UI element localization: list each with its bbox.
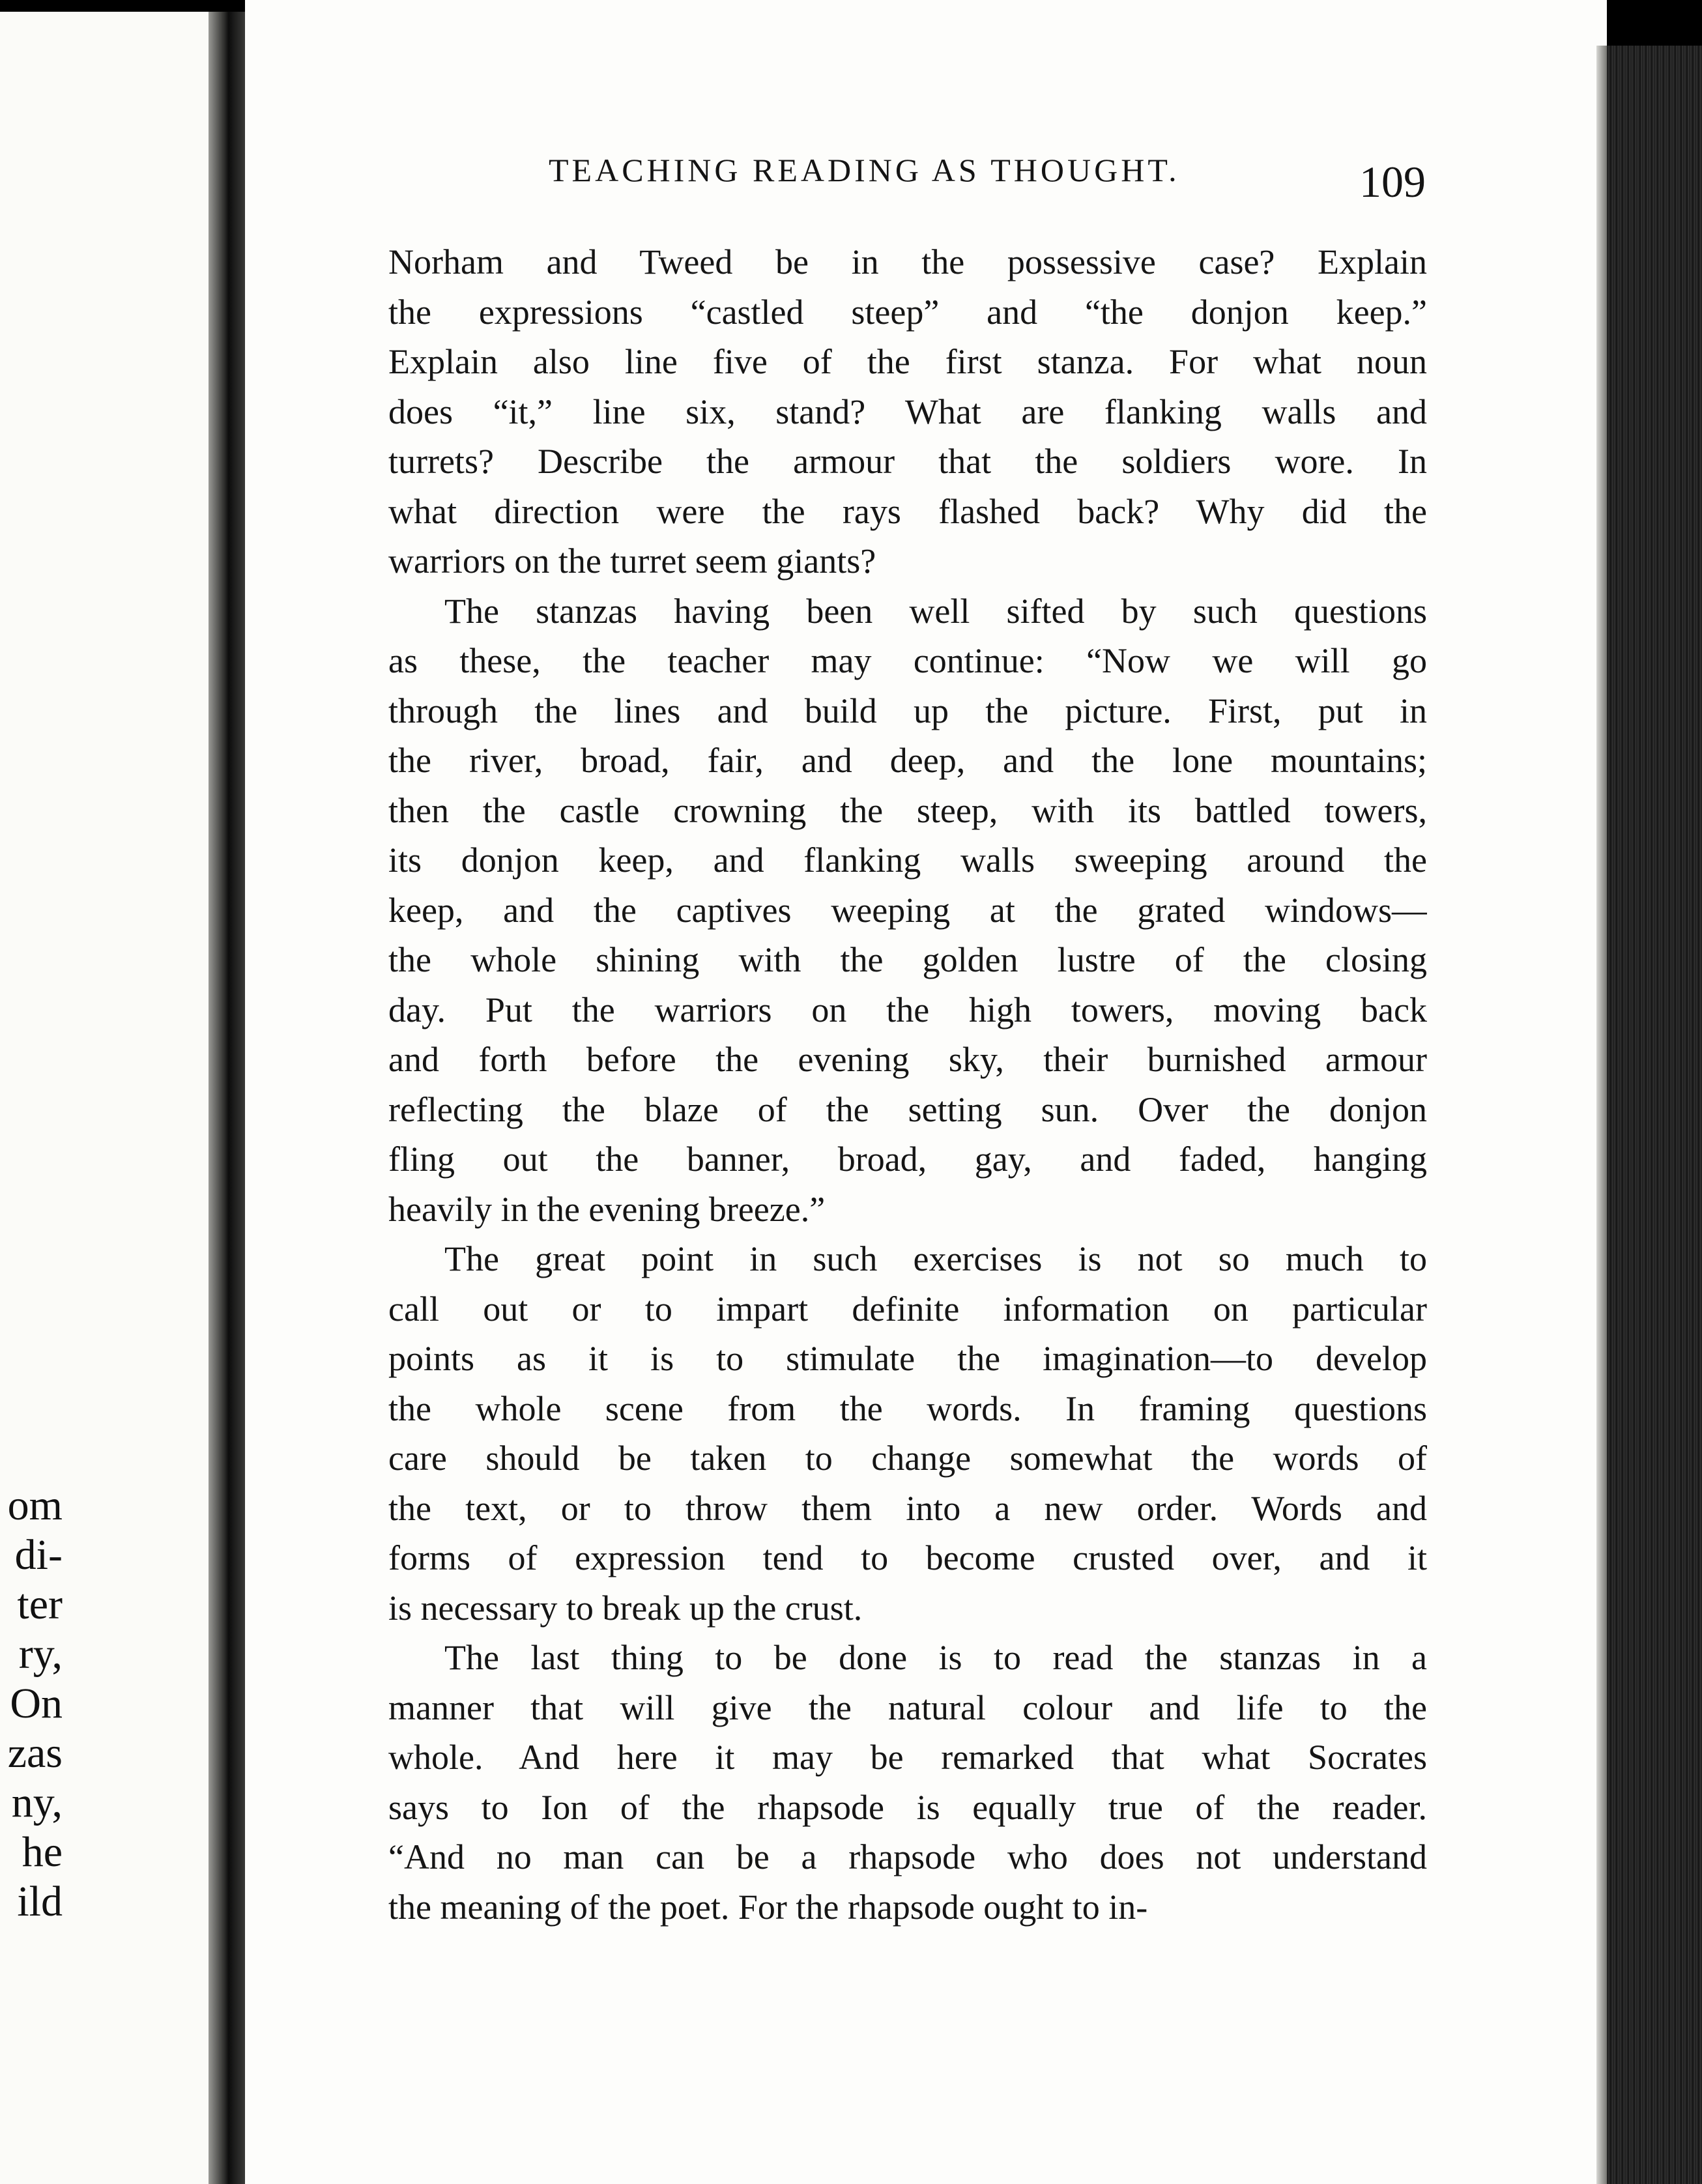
text-line: forms of expression tend to become crusted over, and it xyxy=(388,1538,1427,1577)
facing-page-fragment: ild xyxy=(17,1878,63,1925)
text-line: the whole scene from the words. In framing questions xyxy=(388,1388,1427,1428)
facing-page-fragment: om xyxy=(7,1482,63,1529)
text-line: says to Ion of the rhapsode is equally true of the reader. xyxy=(388,1787,1427,1827)
page-number: 109 xyxy=(1359,157,1426,207)
text-line: the river, broad, fair, and deep, and the lone mountains; xyxy=(388,741,1427,780)
paragraph xyxy=(388,1234,1427,1633)
paragraph xyxy=(388,586,1427,1235)
text-line: then the castle crowning the steep, with its battled towers, xyxy=(388,790,1427,830)
text-line: points as it is to stimulate the imagination—to develop xyxy=(388,1339,1427,1378)
paragraph xyxy=(388,237,1427,586)
running-header: TEACHING READING AS THOUGHT. xyxy=(549,152,1180,188)
text-line: the expressions “castled steep” and “the donjon keep.” xyxy=(388,292,1427,332)
text-line: care should be taken to change somewhat the words of xyxy=(388,1439,1427,1478)
paragraph xyxy=(388,1633,1427,1932)
facing-page-fragment: di- xyxy=(14,1531,63,1579)
facing-page-fragment: zas xyxy=(7,1729,63,1777)
text-line: Norham and Tweed be in the possessive case? Explain xyxy=(388,242,1427,281)
text-line: “And no man can be a rhapsode who does not understand xyxy=(388,1837,1427,1876)
text-line: the text, or to throw them into a new order. Words and xyxy=(388,1488,1427,1528)
text-line: day. Put the warriors on the high towers, moving back xyxy=(388,990,1427,1029)
facing-page-fragment: ry, xyxy=(18,1630,63,1678)
text-line: through the lines and build up the picture. First, put in xyxy=(388,691,1427,730)
text-line: as these, the teacher may continue: “Now we will go xyxy=(388,641,1427,680)
text-line: call out or to impart definite information on particular xyxy=(388,1289,1427,1329)
text-line: turrets? Describe the armour that the soldiers wore. In xyxy=(388,442,1427,481)
text-line: The stanzas having been well sifted by such questions xyxy=(444,591,1427,631)
facing-page-fragment: On xyxy=(10,1680,63,1727)
text-line: keep, and the captives weeping at the grated windows— xyxy=(388,890,1427,930)
text-line: reflecting the blaze of the setting sun. Over the donjon xyxy=(388,1089,1427,1129)
body-text xyxy=(388,237,1427,1932)
page-block-edges xyxy=(1607,46,1702,2184)
text-line: heavily in the evening breeze.” xyxy=(388,1189,826,1229)
facing-page xyxy=(0,12,209,2184)
text-line: and forth before the evening sky, their burnished armour xyxy=(388,1040,1427,1079)
facing-page-fragment: he xyxy=(22,1828,63,1876)
book-gutter xyxy=(209,12,245,2184)
text-line: the meaning of the poet. For the rhapsode ought to in- xyxy=(388,1887,1148,1927)
text-line: its donjon keep, and flanking walls sweeping around the xyxy=(388,841,1427,880)
text-line: is necessary to break up the crust. xyxy=(388,1588,863,1628)
text-line: The great point in such exercises is not so much to xyxy=(444,1239,1427,1278)
facing-page-fragment: ter xyxy=(17,1581,63,1628)
text-line: what direction were the rays flashed back? Why did the xyxy=(388,491,1427,531)
facing-page-fragment: ny, xyxy=(11,1779,63,1826)
text-line: manner that will give the natural colour and life to the xyxy=(388,1688,1427,1727)
text-line: fling out the banner, broad, gay, and faded, hanging xyxy=(388,1140,1427,1179)
text-line: warriors on the turret seem giants? xyxy=(388,541,876,581)
text-line: does “it,” line six, stand? What are flanking walls and xyxy=(388,392,1427,431)
text-line: The last thing to be done is to read the stanzas in a xyxy=(444,1638,1427,1677)
text-line: the whole shining with the golden lustre of the closing xyxy=(388,940,1427,979)
text-line: Explain also line five of the first stanza. For what noun xyxy=(388,342,1427,381)
text-line: whole. And here it may be remarked that what Socrates xyxy=(388,1738,1427,1777)
facing-page-text-fragments xyxy=(0,1481,63,1927)
